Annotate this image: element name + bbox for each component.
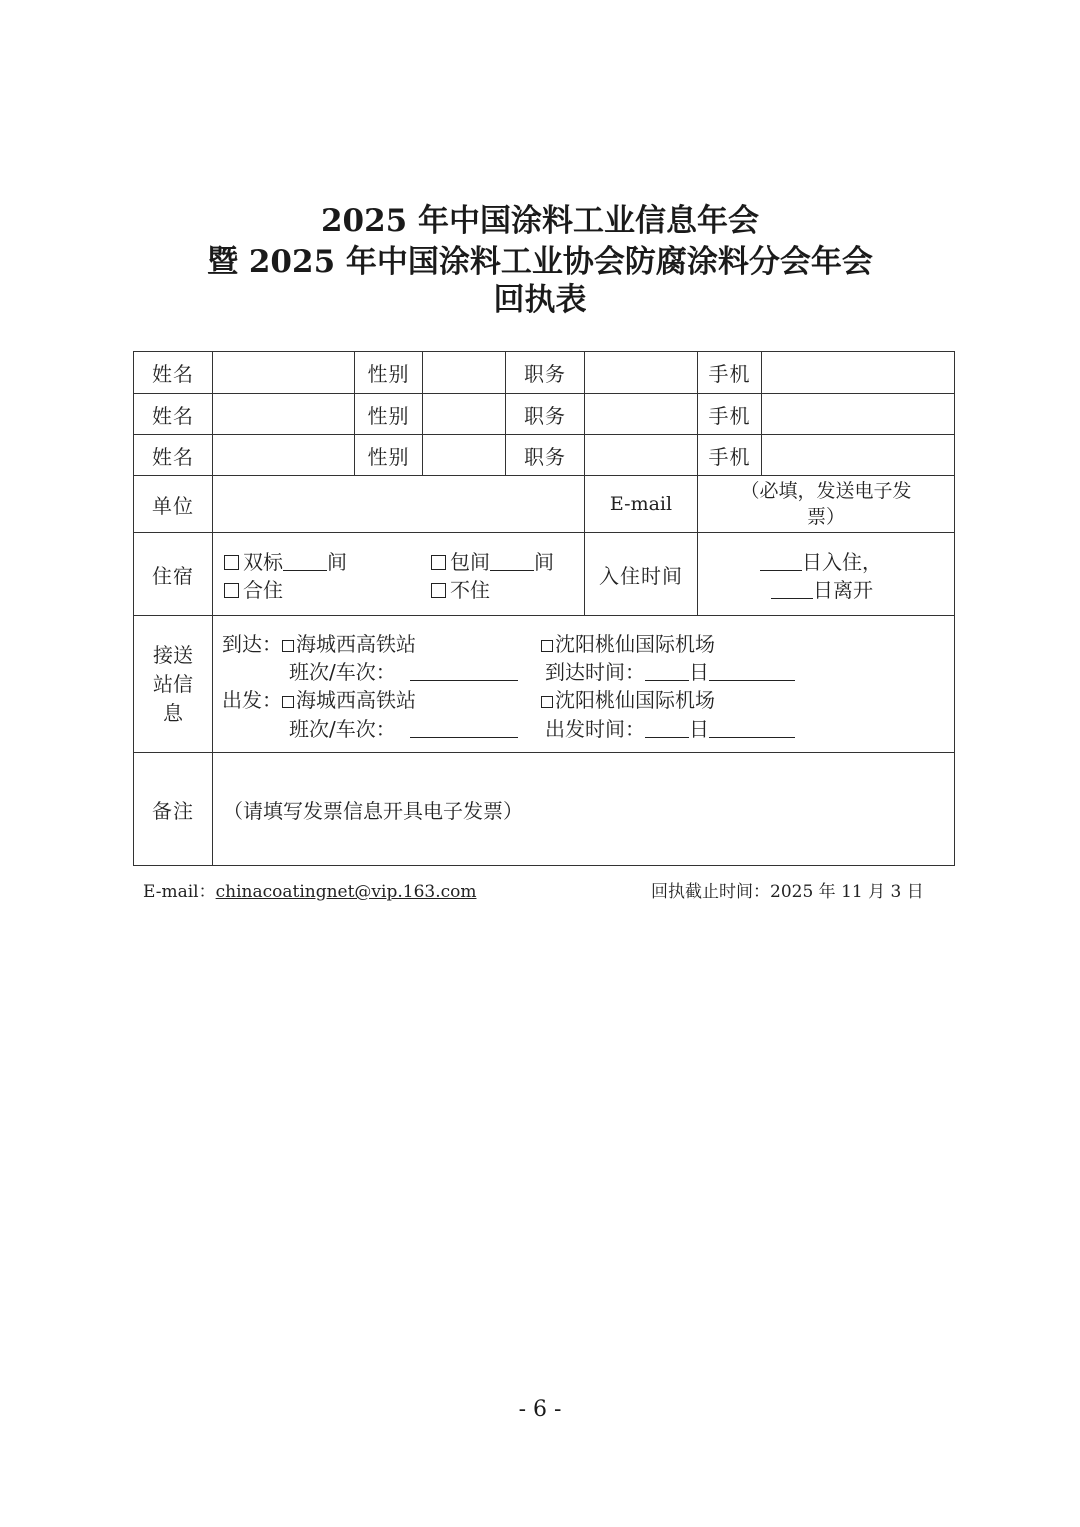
email-note-line2: 票） [806,506,845,528]
name-label: 姓名 [133,434,212,475]
title-line-1: 2025 年中国涂料工业信息年会 [320,203,760,239]
position-label: 职务 [505,393,584,434]
receipt-form [133,351,955,866]
gender-label: 性别 [354,351,422,393]
unit-field[interactable] [212,475,584,532]
checkbox-icon[interactable] [431,583,446,598]
gender-field-3[interactable] [422,434,505,475]
name-label: 姓名 [133,393,212,434]
depart-airport[interactable]: 沈阳桃仙国际机场 [541,684,715,713]
footer-deadline: 回执截止时间：2025 年 11 月 3 日 [651,882,924,902]
name-field-2[interactable] [212,393,354,434]
gender-field-1[interactable] [422,351,505,393]
gender-field-2[interactable] [422,393,505,434]
arrive-trip[interactable]: 班次/车次： [289,656,518,685]
position-label: 职务 [505,351,584,393]
depart-trip[interactable]: 班次/车次： [289,713,518,742]
footer-email: E-mail：chinacoatingnet@vip.163.com [143,882,477,902]
email-label: E-mail [584,475,697,532]
gender-label: 性别 [354,393,422,434]
depart-row: 出发： 海城西高铁站 [222,688,416,712]
name-field-1[interactable] [212,351,354,393]
name-field-3[interactable] [212,434,354,475]
checkout-day[interactable]: 日离开 [771,574,873,603]
email-field[interactable] [697,475,955,532]
checkin-time-label: 入住时间 [584,532,697,615]
arrive-airport[interactable]: 沈阳桃仙国际机场 [541,628,715,657]
transfer-label: 接送站信息 [133,615,212,752]
position-field-2[interactable] [584,393,697,434]
depart-time[interactable]: 出发时间： 日 [545,713,795,742]
checkbox-icon[interactable] [431,555,446,570]
phone-field-2[interactable] [761,393,955,434]
position-field-1[interactable] [584,351,697,393]
position-field-3[interactable] [584,434,697,475]
phone-label: 手机 [697,351,761,393]
checkbox-icon[interactable] [282,696,294,708]
page-number: - 6 - [518,1397,562,1422]
lodging-label: 住宿 [133,532,212,615]
checkbox-icon[interactable] [282,640,294,652]
position-label: 职务 [505,434,584,475]
remarks-label: 备注 [133,752,212,866]
option-double[interactable]: 双标 间 [224,546,347,575]
remarks-field[interactable] [212,752,955,866]
option-shared[interactable]: 合住 [224,574,283,603]
gender-label: 性别 [354,434,422,475]
phone-field-1[interactable] [761,351,955,393]
phone-label: 手机 [697,393,761,434]
arrive-row: 到达： 海城西高铁站 [222,632,416,656]
option-single[interactable]: 包间 间 [431,546,554,575]
checkbox-icon[interactable] [224,555,239,570]
name-label: 姓名 [133,351,212,393]
email-note-line1: （必填，发送电子发 [740,480,912,502]
option-none[interactable]: 不住 [431,574,490,603]
remarks-note: （请填写发票信息开具电子发票） [223,798,523,823]
email-link[interactable]: chinacoatingnet@vip.163.com [215,882,477,902]
checkbox-icon[interactable] [541,696,553,708]
checkbox-icon[interactable] [224,583,239,598]
unit-label: 单位 [133,475,212,532]
checkbox-icon[interactable] [541,640,553,652]
title-line-3: 回执表 [493,282,587,318]
title-line-2: 暨 2025 年中国涂料工业协会防腐涂料分会年会 [207,244,873,280]
phone-field-3[interactable] [761,434,955,475]
phone-label: 手机 [697,434,761,475]
checkin-day[interactable]: 日入住， [760,546,882,575]
arrive-time[interactable]: 到达时间： 日 [545,656,795,685]
